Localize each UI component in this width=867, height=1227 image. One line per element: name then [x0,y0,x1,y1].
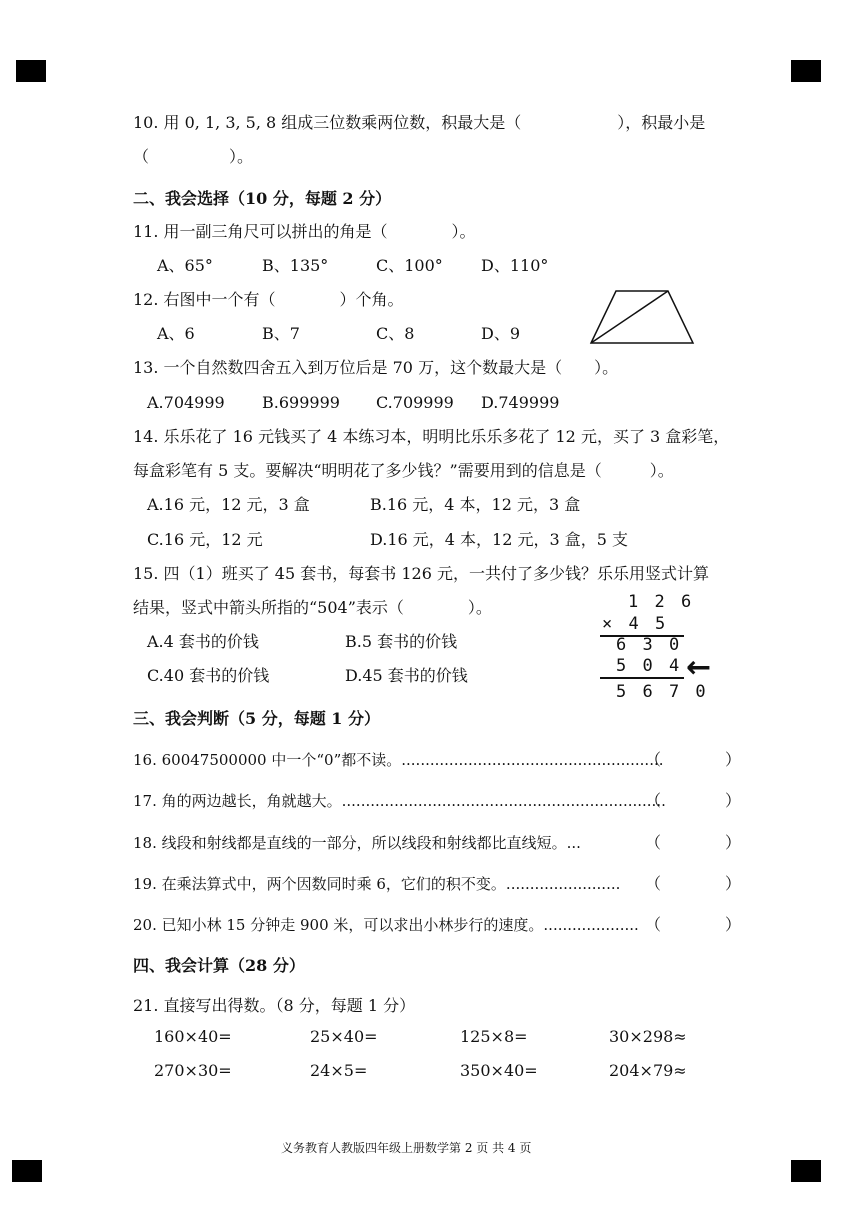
partial-product-1: 6 3 0 [616,635,683,655]
arrow-icon: ← [686,650,712,685]
judge-bracket-20: （ ） [645,915,742,934]
calc-item: 204×79≈ [609,1061,687,1080]
q11-option-a: A、65° [157,256,213,275]
q13-option-c: C.709999 [376,393,454,412]
judge-item-18: 18. 线段和射线都是直线的一部分，所以线段和射线都比直线短。... [133,834,581,852]
q15-option-b: B.5 套书的价钱 [345,632,458,651]
corner-mark-bottom-left [12,1160,42,1182]
q11-option-c: C、100° [376,256,443,275]
q10-line2: （ ）。 [133,147,254,166]
partial-product-2: 5 0 4 [616,656,683,676]
q14-line2: 每盒彩笔有 5 支。要解决“明明花了多少钱？”需要用到的信息是（ ）。 [133,461,674,480]
trapezoid-figure [588,288,698,348]
q15-option-a: A.4 套书的价钱 [147,632,259,651]
calc-item: 25×40= [310,1027,378,1046]
q15-option-c: C.40 套书的价钱 [147,666,270,685]
q14-option-b: B.16 元，4 本，12 元，3 盒 [370,495,581,514]
judge-bracket-17: （ ） [645,791,742,810]
page-footer: 义务教育人教版四年级上册数学第 2 页 共 4 页 [281,1141,532,1155]
q12-option-d: D、9 [481,324,521,343]
q12-option-b: B、7 [262,324,300,343]
calc-item: 270×30= [154,1061,232,1080]
q15-line2: 结果，竖式中箭头所指的“504”表示（ ）。 [133,598,492,617]
q15-line1: 15. 四（1）班买了 45 套书，每套书 126 元，一共付了多少钱？乐乐用竖式计算 [133,564,709,583]
calc-item: 30×298≈ [609,1027,687,1046]
judge-item-16: 16. 60047500000 中一个“0”都不读。....................................................... [133,751,664,769]
q12-option-a: A、6 [157,324,195,343]
q14-line1: 14. 乐乐花了 16 元钱买了 4 本练习本，明明比乐乐多花了 12 元，买了 3 盒彩笔， [133,427,730,446]
judge-item-17: 17. 角的两边越长，角就越大。.................................................................... [133,792,666,810]
rule-2 [600,677,684,679]
section2-title: 二、我会选择（10 分，每题 2 分） [133,189,392,208]
q11-text: 11. 用一副三角尺可以拼出的角是（ ）。 [133,222,476,241]
q12-text: 12. 右图中一个有（ ）个角。 [133,290,404,309]
calc-item: 350×40= [460,1061,538,1080]
q21-text: 21. 直接写出得数。（8 分，每题 1 分） [133,996,416,1015]
q13-option-d: D.749999 [481,393,560,412]
calc-item: 160×40= [154,1027,232,1046]
judge-bracket-19: （ ） [645,874,742,893]
section4-title: 四、我会计算（28 分） [133,956,305,975]
judge-bracket-16: （ ） [645,750,742,769]
q10-line1: 10. 用 0, 1, 3, 5, 8 组成三位数乘两位数，积最大是（ ），积最小是 [133,113,706,132]
corner-mark-top-right [791,60,821,82]
judge-item-20: 20. 已知小林 15 分钟走 900 米，可以求出小林步行的速度。.................... [133,916,639,934]
q15-option-d: D.45 套书的价钱 [345,666,468,685]
multiplier: × 4 5 [602,614,669,634]
q12-option-c: C、8 [376,324,415,343]
q14-option-c: C.16 元，12 元 [147,530,263,549]
q11-option-b: B、135° [262,256,329,275]
corner-mark-bottom-right [791,1160,821,1182]
q14-option-a: A.16 元，12 元，3 盒 [147,495,310,514]
q13-option-a: A.704999 [147,393,225,412]
calc-item: 24×5= [310,1061,368,1080]
q13-text: 13. 一个自然数四舍五入到万位后是 70 万，这个数最大是（ ）。 [133,358,619,377]
corner-mark-top-left [16,60,46,82]
q13-option-b: B.699999 [262,393,340,412]
section3-title: 三、我会判断（5 分，每题 1 分） [133,709,380,728]
judge-bracket-18: （ ） [645,833,742,852]
final-product: 5 6 7 0 [616,682,709,702]
judge-item-19: 19. 在乘法算式中，两个因数同时乘 6，它们的积不变。........................ [133,875,621,893]
q11-option-d: D、110° [481,256,549,275]
q14-option-d: D.16 元，4 本，12 元，3 盒，5 支 [370,530,629,549]
calc-item: 125×8= [460,1027,528,1046]
multiplicand: 1 2 6 [628,592,695,612]
